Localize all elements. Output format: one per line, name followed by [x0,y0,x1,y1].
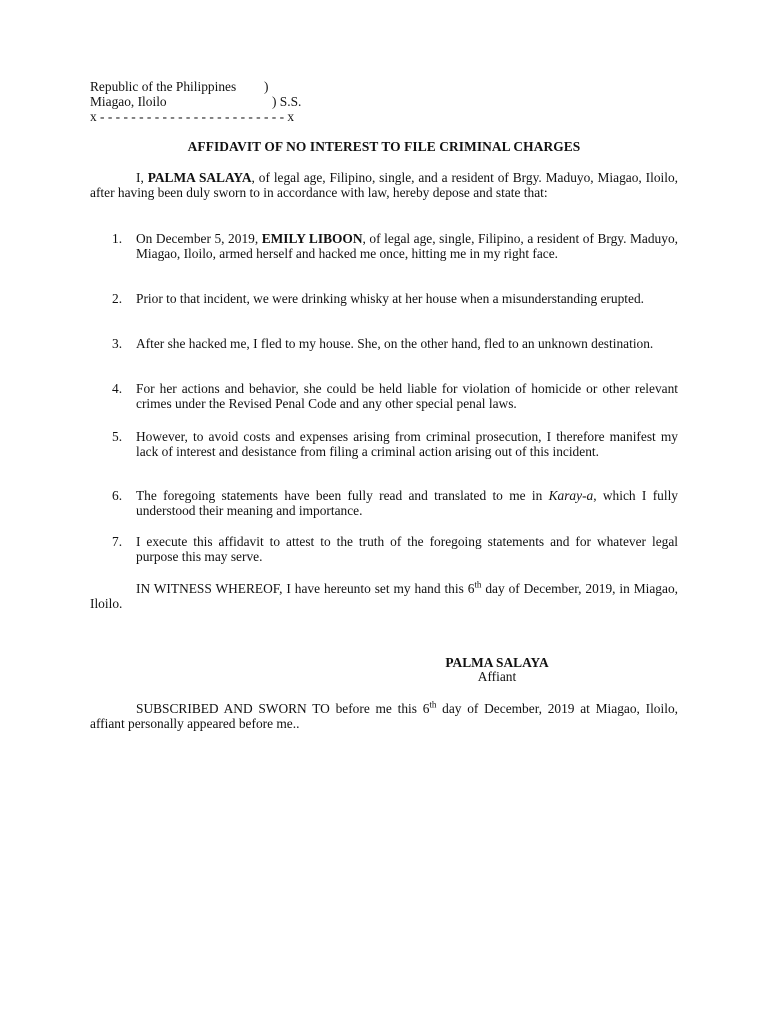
witness-pre: IN WITNESS WHEREOF, I have hereunto set my hand this 6 [136,581,475,596]
item-text: However, to avoid costs and expenses arising from criminal prosecution, I therefore manifest my lack of interest and desistance from filing a criminal action arising out of this incident. [136,429,678,459]
item-text: After she hacked me, I fled to my house. She, on the other hand, fled to an unknown destination. [136,336,654,351]
venue-bracket-1: ) [264,79,269,94]
jurat-post: day of December, 2019 at Miagao, Iloilo, affiant personally appeared before me.. [90,701,678,731]
witness-paragraph [90,581,678,611]
item-text: Prior to that incident, we were drinking whisky at her house when a misunderstanding erupted. [136,291,644,306]
item-number: 5. [112,429,123,444]
intro-paragraph [90,170,678,200]
item-text [136,488,678,518]
jurat-pre: SUBSCRIBED AND SWORN TO before me this 6 [136,701,430,716]
item-number: 7. [112,534,123,549]
item-number: 3. [112,336,123,351]
venue-line-1 [90,79,390,94]
intro-pre: I, [136,170,148,185]
venue-line-3 [90,109,390,124]
item-text-pre: On December 5, 2019, [136,231,262,246]
item-text: For her actions and behavior, she could be held liable for violation of homicide or other relevant crimes under the Revised Penal Code and any other special penal laws. [136,381,678,411]
witness-ordinal: th [474,579,482,590]
item-number: 6. [112,488,123,503]
venue-block [90,79,390,124]
jurat-ordinal: th [429,699,437,710]
affiant-name-intro: PALMA SALAYA [147,170,252,185]
item-text-post: , of legal age, single, Filipino, a resident of Brgy. Maduyo, Miagao, Iloilo, armed herself and hacked me once, hitting me in my right face. [136,231,678,261]
intro-post: , of legal age, Filipino, single, and a resident of Brgy. Maduyo, Miagao, Iloilo, after having been duly sworn to in accordance with law, hereby depose and state that: [90,170,679,200]
item-number: 2. [112,291,123,306]
accused-name: EMILY LIBOON [261,231,363,246]
signature-role: Affiant [477,669,517,684]
signature-name: PALMA SALAYA [445,655,549,670]
venue-line-2 [90,94,390,109]
jurat-paragraph [90,701,678,731]
item-text-pre: The foregoing statements have been fully read and translated to me in [136,488,549,503]
venue-country: Republic of the Philippines [90,79,237,94]
item-number: 1. [112,231,123,246]
venue-separator: x - - - - - - - - - - - - - - - - - - - - - - - - x [90,109,295,124]
item-number: 4. [112,381,123,396]
venue-ss: ) S.S. [272,94,302,109]
document-title: AFFIDAVIT OF NO INTEREST TO FILE CRIMINAL CHARGES [187,139,581,154]
item-text [136,231,678,261]
venue-municipality: Miagao, Iloilo [90,94,167,109]
item-text: I execute this affidavit to attest to the truth of the foregoing statements and for whatever legal purpose this may serve. [136,534,678,564]
witness-post: day of December, 2019, in Miagao, Iloilo. [90,581,678,611]
item-text-post: , which I fully understood their meaning and importance. [136,488,678,518]
language-name: Karay-a [548,488,594,503]
